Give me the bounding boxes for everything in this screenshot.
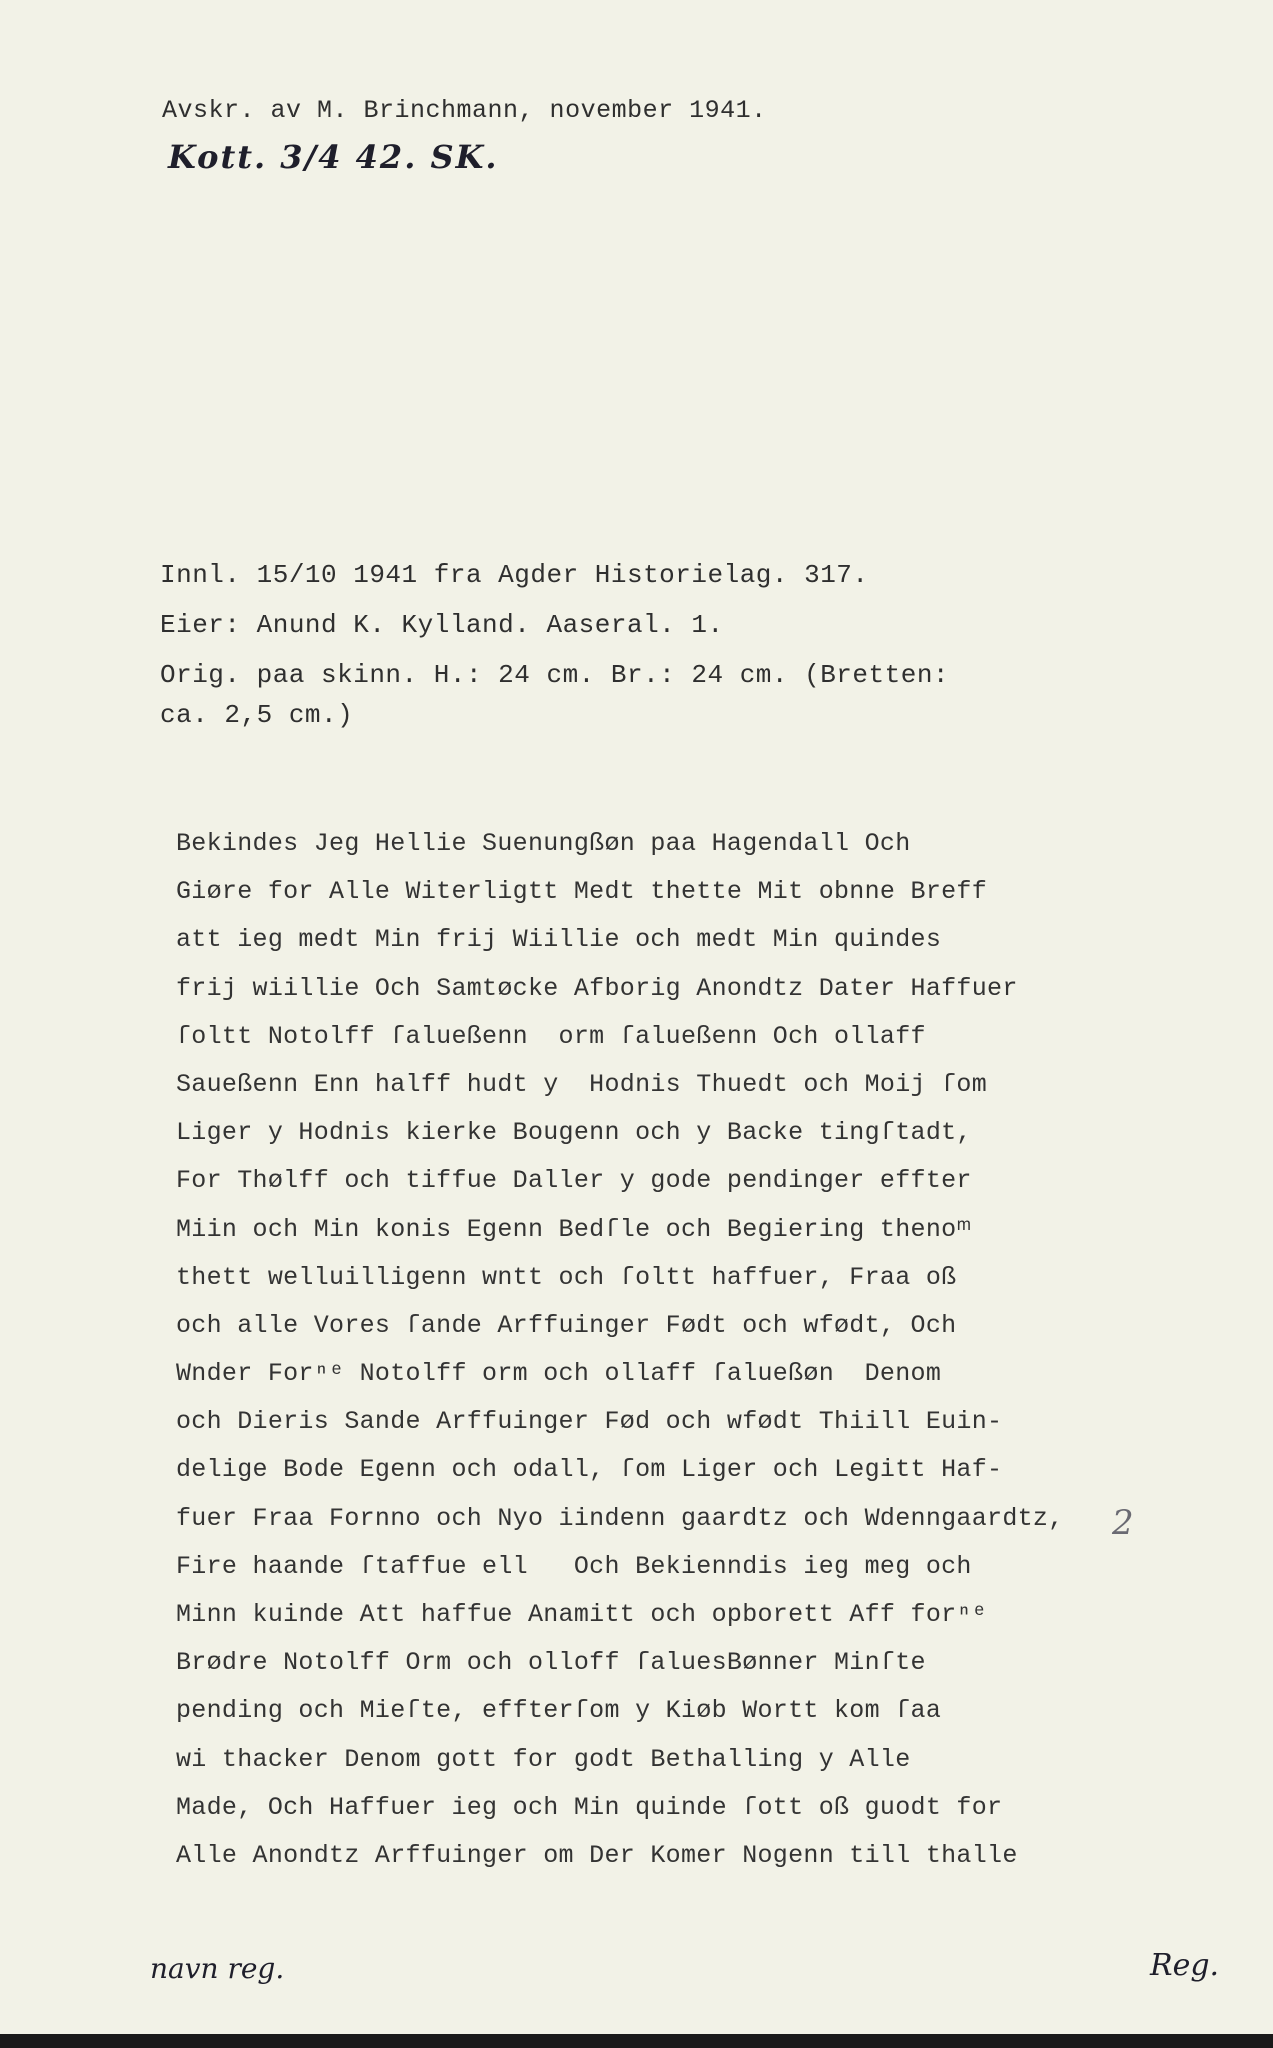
transcript-line: Liger y Hodnis kierke Bougenn och y Backe tingſtadt, xyxy=(176,1118,972,1148)
transcript-line: och Dieris Sande Arffuinger Fød och wfødt Thiill Euin- xyxy=(176,1407,1003,1437)
margin-page-number: 2 xyxy=(1112,1503,1134,1543)
transcript-line: Giøre for Alle Witerligtt Medt thette Mit obnne Breff xyxy=(176,877,988,907)
transcript-line: ſoltt Notolff ſalueßenn orm ſalueßenn Och ollaff xyxy=(176,1021,926,1051)
original-description-line-1: Orig. paa skinn. H.: 24 cm. Br.: 24 cm. (Bretten: xyxy=(160,660,950,690)
transcript-line: Made, Och Haffuer ieg och Min quinde ſott oß guodt for xyxy=(176,1792,1003,1822)
handwritten-register-note: navn reg. xyxy=(150,1952,285,1985)
transcript-line: delige Bode Egenn och odall, ſom Liger och Legitt Haf- xyxy=(176,1455,1003,1485)
received-line: Innl. 15/10 1941 fra Agder Historielag. 317. xyxy=(160,560,869,590)
transcript-line: Wnder Forⁿᵉ Notolff orm och ollaff ſalueßøn Denom xyxy=(176,1359,942,1389)
handwritten-catalog-note: Kott. 3/4 42. SK. xyxy=(168,138,499,176)
transcript-line: pending och Mieſte, effterſom y Kiøb Wortt kom ſaa xyxy=(176,1696,942,1726)
original-description-line-2: ca. 2,5 cm.) xyxy=(160,700,354,730)
transcript-line: frij wiillie Och Samtøcke Afborig Anondtz Dater Haffuer xyxy=(176,973,1018,1003)
transcript-body xyxy=(176,820,1064,1880)
transcript-line: och alle Vores ſande Arffuinger Født och wfødt, Och xyxy=(176,1310,957,1340)
scan-bottom-edge xyxy=(0,2034,1273,2048)
transcript-line: wi thacker Denom gott for godt Bethalling y Alle xyxy=(176,1744,911,1774)
transcription-note: Avskr. av M. Brinchmann, november 1941. xyxy=(162,96,767,125)
transcript-line: Fire haande ſtaffue ell Och Bekienndis ieg meg och xyxy=(176,1551,972,1581)
transcript-line: Miin och Min konis Egenn Bedſle och Begiering thenoᵐ xyxy=(176,1214,972,1244)
transcript-line: Alle Anondtz Arffuinger om Der Komer Nogenn till thalle xyxy=(176,1840,1018,1870)
transcript-line: att ieg medt Min frij Wiillie och medt Min quindes xyxy=(176,925,942,955)
transcript-line: Bekindes Jeg Hellie Suenungßøn paa Hagendall Och xyxy=(176,829,911,858)
transcript-line: thett welluilligenn wntt och ſoltt haffuer, Fraa oß xyxy=(176,1262,957,1292)
transcript-line: Minn kuinde Att haffue Anamitt och opborett Aff forⁿᵉ xyxy=(176,1600,988,1629)
transcript-line: fuer Fraa Fornno och Nyo iindenn gaardtz och Wdenngaardtz, xyxy=(176,1503,1064,1533)
transcript-line: For Thølff och tiffue Daller y gode pendinger effter xyxy=(176,1166,972,1196)
transcript-line: Saueßenn Enn halff hudt y Hodnis Thuedt och Moij ſom xyxy=(176,1069,988,1099)
handwritten-reg-mark: Reg. xyxy=(1150,1948,1220,1983)
owner-line: Eier: Anund K. Kylland. Aaseral. 1. xyxy=(160,610,724,640)
transcript-line: Brødre Notolff Orm och olloff ſaluesBønner Minſte xyxy=(176,1648,926,1678)
